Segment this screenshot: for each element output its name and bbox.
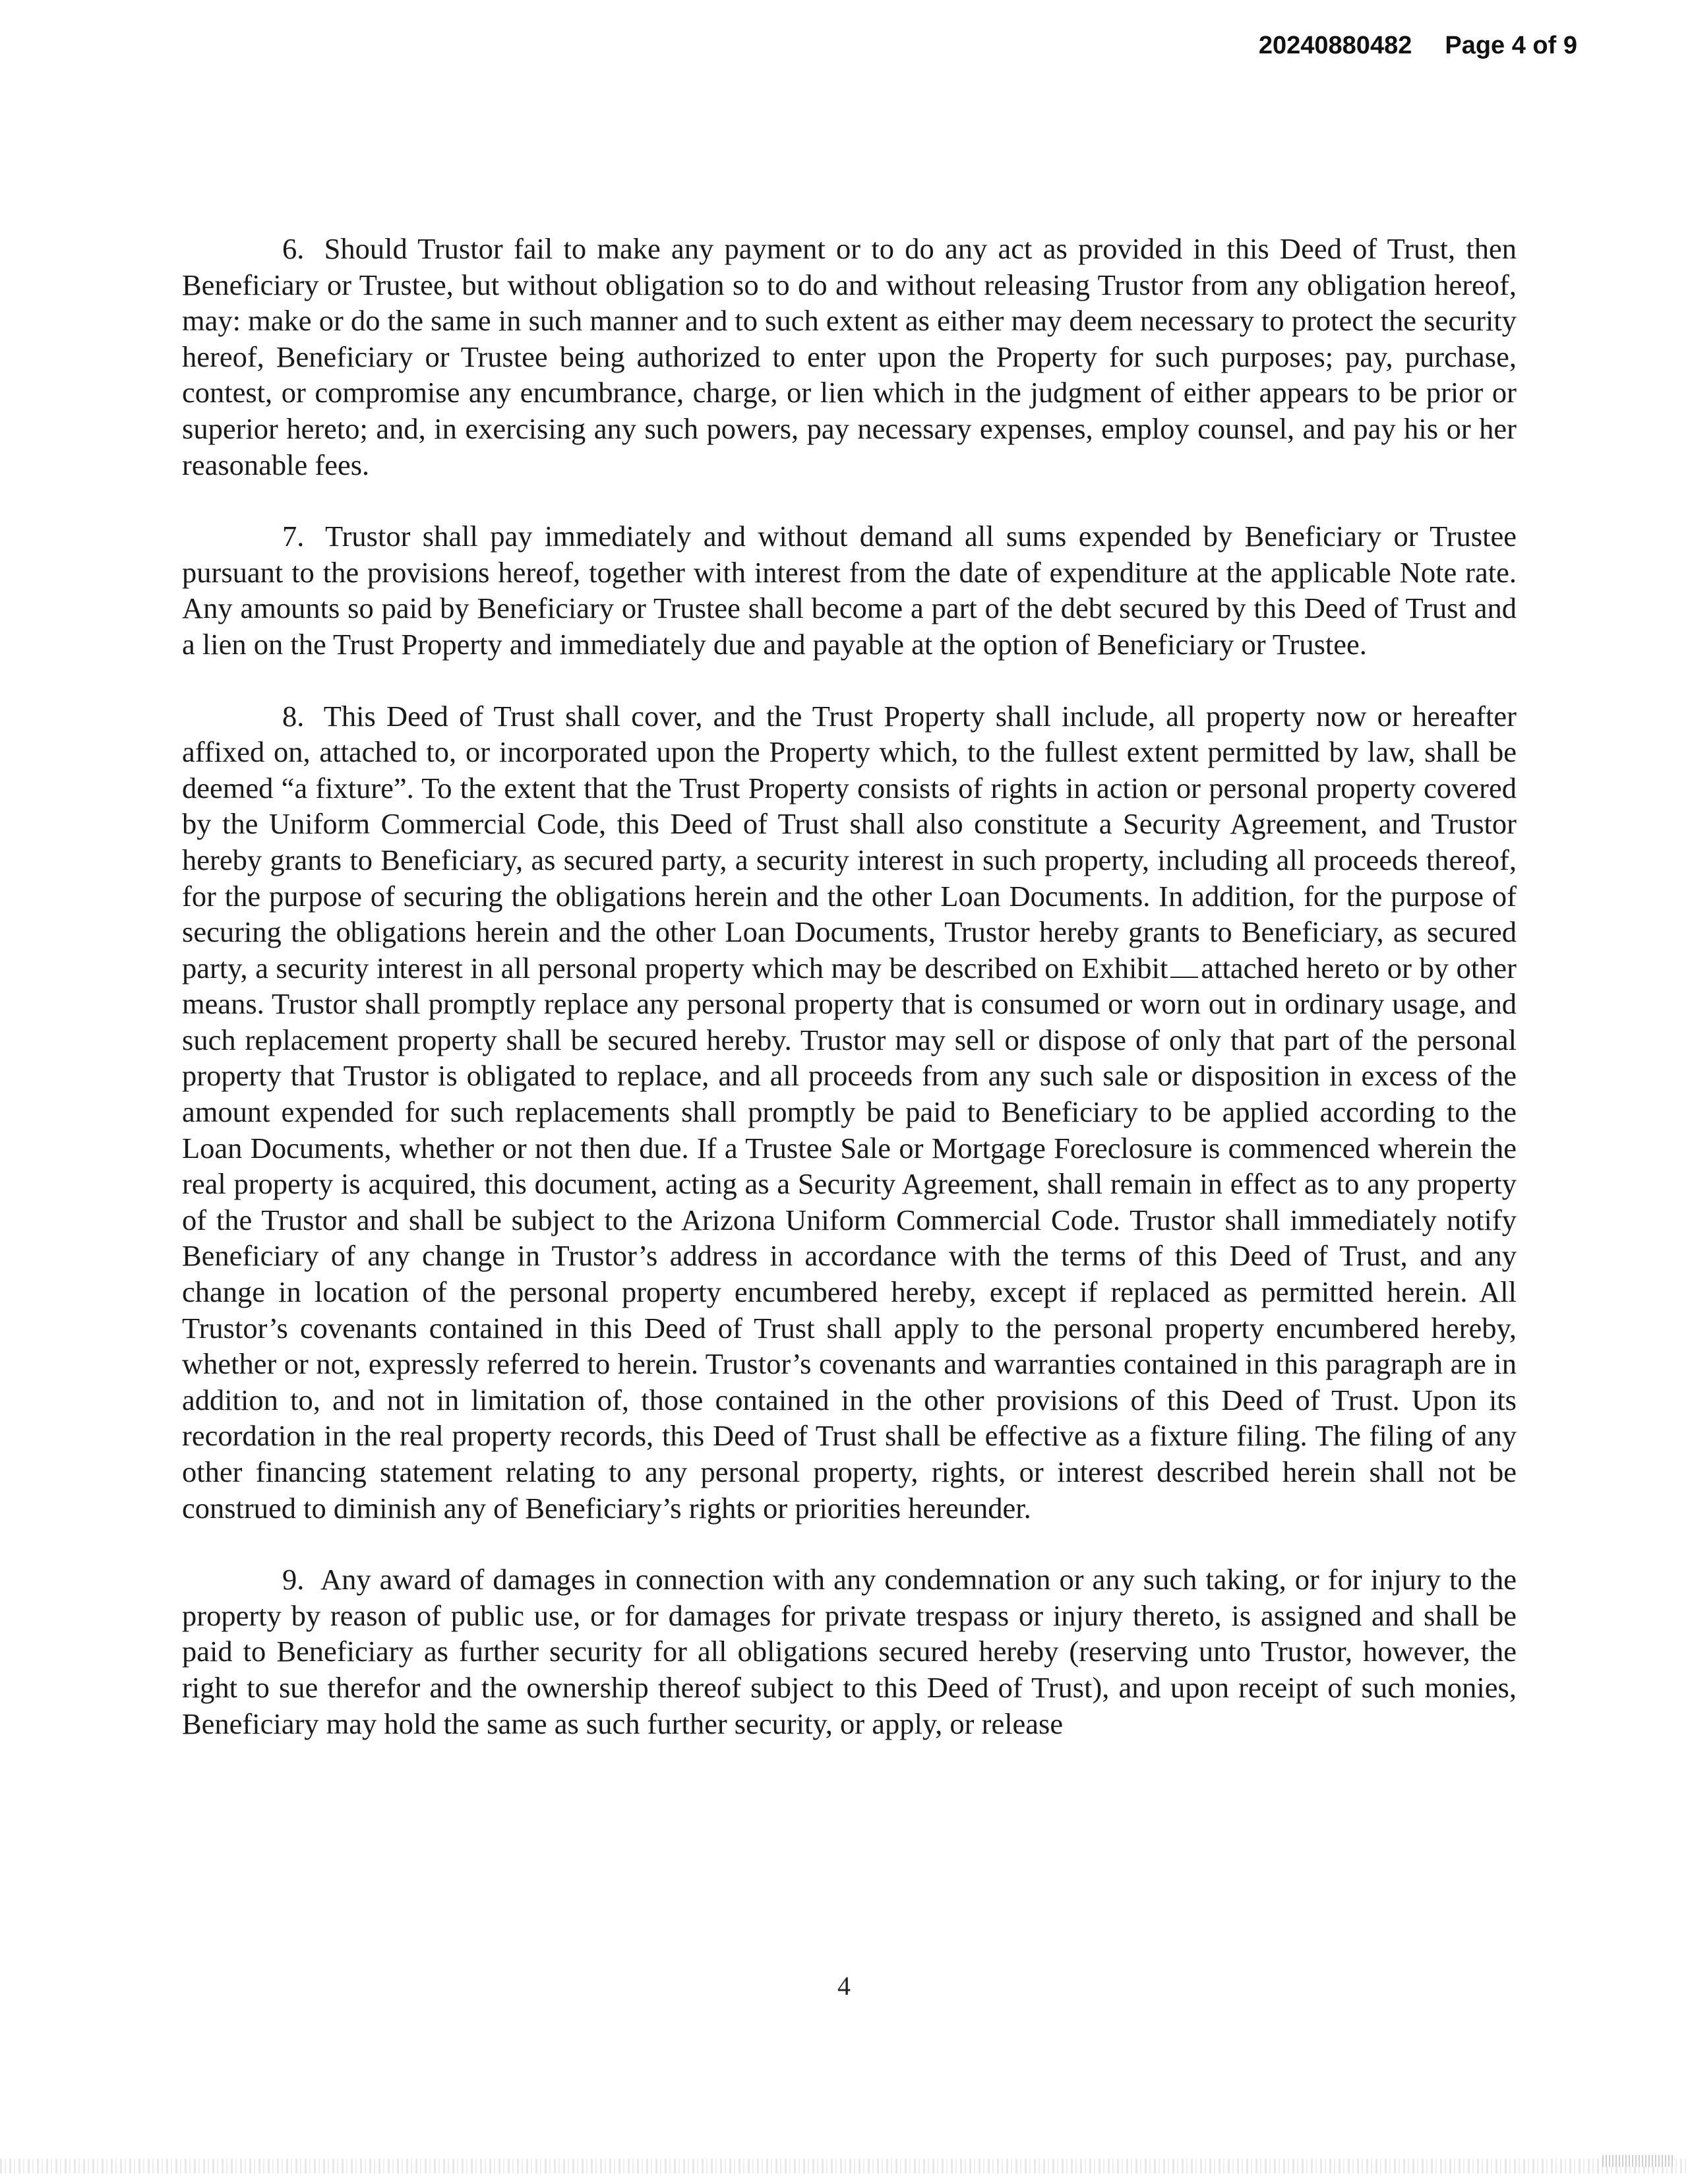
exhibit-blank-line [1170, 953, 1198, 978]
paragraph-9 [182, 1562, 1517, 1742]
paragraph-number: 9. [282, 1563, 305, 1596]
paragraph-8 [182, 698, 1517, 1527]
paragraph-text-part-2: attached hereto or by other means. Trustor shall promptly replace any personal property that is consumed or worn out in ordinary usage, and such replacement property shall be secured hereby. Trustor may sell or dispose of only that part of the personal property that Trustor is obligated to replace, and all proceeds from any such sale or disposition in excess of the amount expended for such replacements shall promptly be paid to Beneficiary to be applied according to the Loan Documents, whether or not then due. If a Trustee Sale or Mortgage Foreclosure is commenced wherein the real property is acquired, this document, acting as a Security Agreement, shall remain in effect as to any property of the Trustor and shall be subject to the Arizona Uniform Commercial Code. Trustor shall immediately notify Beneficiary of any change in Trustor’s address in accordance with the terms of this Deed of Trust, and any change in location of the personal property encumbered hereby, except if replaced as permitted herein. All Trustor’s covenants contained in this Deed of Trust shall apply to the personal property encumbered hereby, whether or not, expressly referred to herein. Trustor’s covenants and warranties contained in this paragraph are in addition to, and not in limitation of, those contained in the other provisions of this Deed of Trust. Upon its recordation in the real property records, this Deed of Trust shall be effective as a fixture filing. The filing of any other financing statement relating to any personal property, rights, or interest described herein shall not be construed to diminish any of Beneficiary’s rights or priorities hereunder. [182, 951, 1517, 1525]
page-count-label: Page 4 of 9 [1445, 32, 1577, 59]
page-number: 4 [837, 1971, 851, 2001]
recording-number: 20240880482 [1258, 32, 1412, 59]
paragraph-6 [182, 231, 1517, 483]
paragraph-number: 6. [282, 232, 305, 265]
paragraph-text: Trustor shall pay immediately and without demand all sums expended by Beneficiary or Trustee pursuant to the provisions hereof, together with interest from the date of expenditure at the applicable Note rate. Any amounts so paid by Beneficiary or Trustee shall become a part of the debt secured by this Deed of Trust and a lien on the Trust Property and immediately due and payable at the option of Beneficiary or Trustee. [182, 520, 1517, 661]
scan-artifact-strip [0, 2159, 1688, 2173]
paragraph-text-part-1: This Deed of Trust shall cover, and the Trust Property shall include, all property now or hereafter affixed on, attached to, or incorporated upon the Property which, to the fullest extent permitted by law, shall be deemed “a fixture”. To the extent that the Trust Property consists of rights in action or personal property covered by the Uniform Commercial Code, this Deed of Trust shall also constitute a Security Agreement, and Trustor hereby grants to Beneficiary, as secured party, a security interest in such property, including all proceeds thereof, for the purpose of securing the obligations herein and the other Loan Documents. In addition, for the purpose of securing the obligations herein and the other Loan Documents, Trustor hereby grants to Beneficiary, as secured party, a security interest in all personal property which may be described on Exhibit [182, 699, 1517, 985]
scan-artifact-mark [1602, 2155, 1675, 2167]
paragraph-text: Any award of damages in connection with any condemnation or any such taking, or for injury to the property by reason of public use, or for damages for private trespass or injury thereto, is assigned and shall be paid to Beneficiary as further security for all obligations secured hereby (reserving unto Trustor, however, the right to sue therefor and the ownership thereof subject to this Deed of Trust), and upon receipt of such monies, Beneficiary may hold the same as such further security, or apply, or release [182, 1563, 1517, 1740]
recording-header [1259, 32, 1577, 60]
paragraph-number: 7. [282, 520, 305, 553]
paragraph-text: Should Trustor fail to make any payment or to do any act as provided in this Deed of Trust, then Beneficiary or Trustee, but without obligation so to do and without releasing Trustor from any obligation hereof, may: make or do the same in such manner and to such extent as either may deem necessary to protect the security hereof, Beneficiary or Trustee being authorized to enter upon the Property for such purposes; pay, purchase, contest, or compromise any encumbrance, charge, or lien which in the judgment of either appears to be prior or superior hereto; and, in exercising any such powers, pay necessary expenses, employ counsel, and pay his or her reasonable fees. [182, 232, 1517, 481]
paragraph-number: 8. [282, 699, 305, 733]
document-body [182, 231, 1517, 1777]
paragraph-7 [182, 518, 1517, 662]
